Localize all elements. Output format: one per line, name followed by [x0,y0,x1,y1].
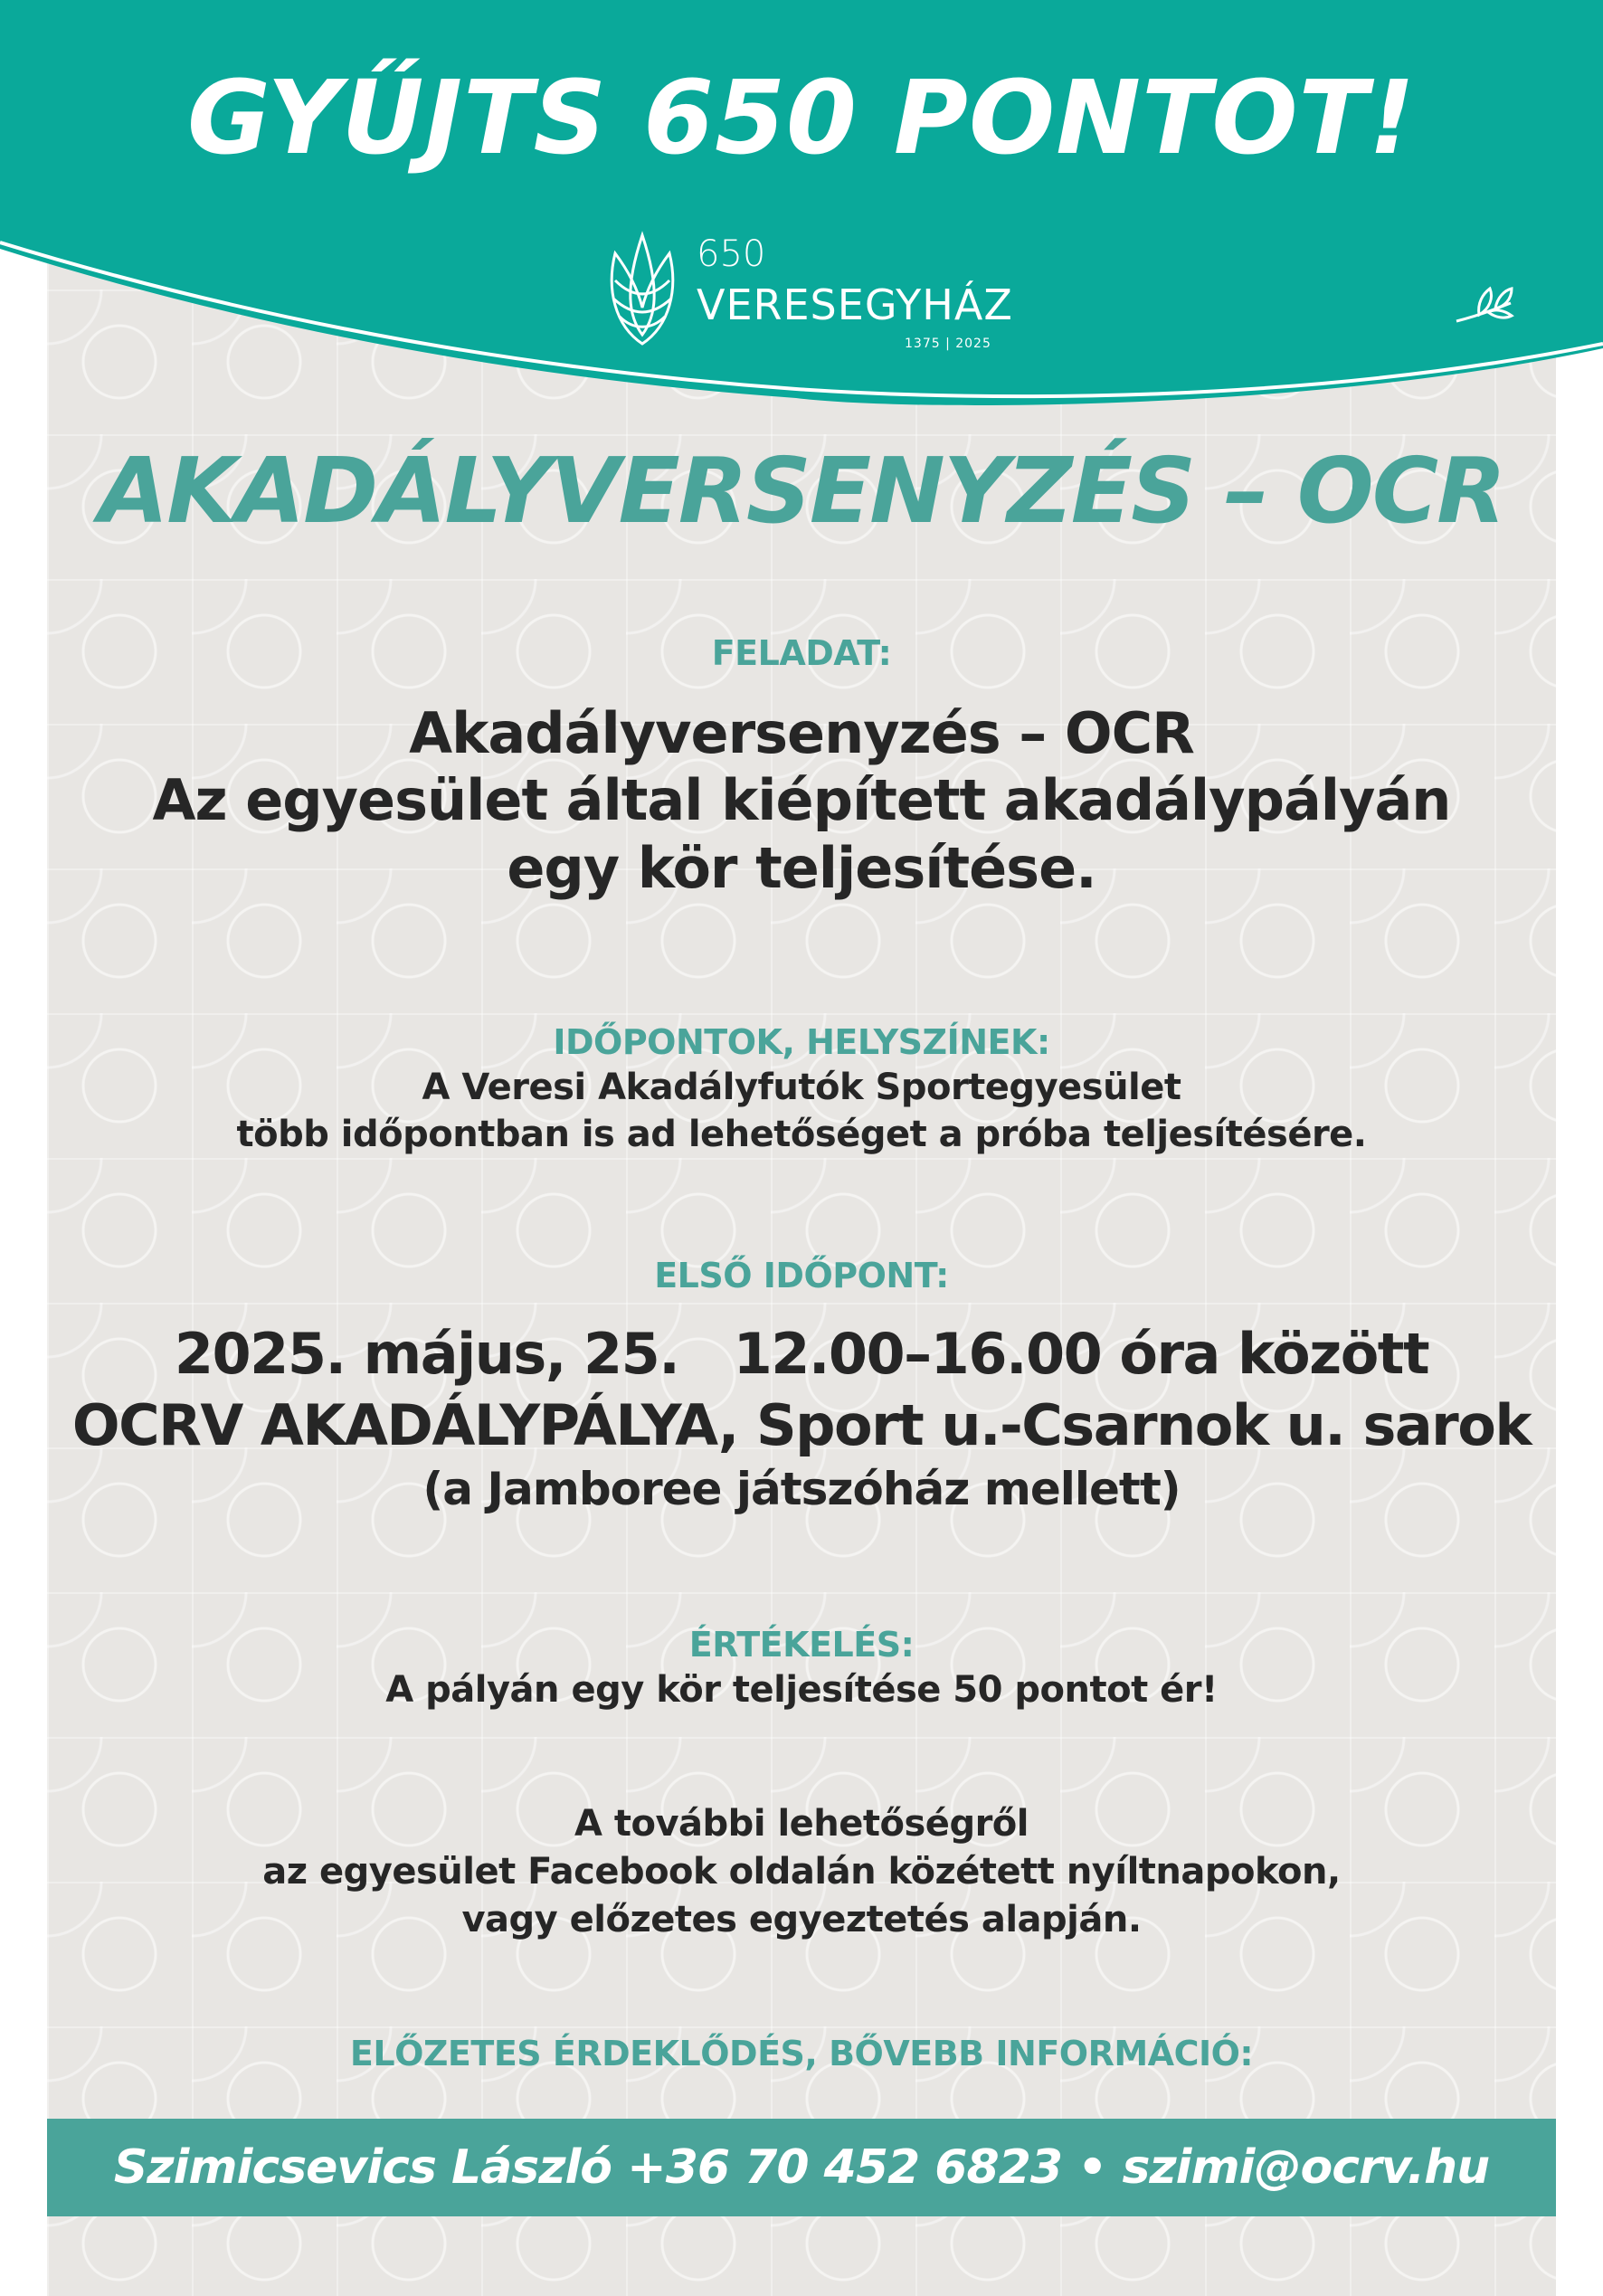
contact-label: ELŐZETES ÉRDEKLŐDÉS, BŐVEBB INFORMÁCIÓ: [349,2034,1254,2073]
first-date-details [47,1318,1556,1516]
leaf-sprig-icon [1452,276,1515,330]
task-description [47,700,1556,902]
logo-name: VERESEGYHÁZ [697,280,1013,329]
task-line: Akadályversenyzés – OCR [409,700,1194,766]
contact-bar [47,2119,1556,2216]
first-date-section [47,1256,1556,1297]
task-line: Az egyesület által kiépített akadálypályán [152,767,1451,834]
venue-line: OCRV AKADÁLYPÁLYA, Sport u.-Csarnok u. sarok [71,1392,1532,1459]
schedule-line: A Veresi Akadályfutók Sportegyesület [422,1066,1181,1108]
schedule-line: több időpontban is ad lehetőséget a próba teljesítésére. [236,1114,1367,1156]
main-title: AKADÁLYVERSENYZÉS – OCR [98,438,1505,544]
schedule-label: IDŐPONTOK, HELYSZÍNEK: [553,1022,1050,1062]
further-section [47,1800,1556,1943]
first-date-label: ELSŐ IDŐPONT: [654,1256,949,1295]
evaluation-section [47,1625,1556,1713]
tulip-icon [597,226,688,353]
task-section [47,633,1556,675]
evaluation-line: A pályán egy kör teljesítése 50 pontot ér! [385,1668,1218,1711]
further-line: vagy előzetes egyeztetés alapján. [461,1898,1142,1940]
contact-section [47,2034,1556,2075]
venue-note: (a Jamboree játszóház mellett) [422,1462,1181,1515]
contact-line: Szimicsevics László +36 70 452 6823 • szimi@ocrv.hu [113,2140,1490,2195]
task-line: egy kör teljesítése. [507,834,1096,901]
schedule-section [47,1022,1556,1159]
task-label: FELADAT: [711,633,892,673]
further-line: az egyesület Facebook oldalán közétett nyíltnapokon, [262,1850,1341,1893]
veresegyhaz-logo [597,226,1013,362]
logo-years: 1375 | 2025 [905,337,991,351]
logo-number: 650 [697,233,766,275]
evaluation-label: ÉRTÉKELÉS: [688,1625,915,1665]
header-title: GYŰJTS 650 PONTOT! [186,60,1417,177]
further-line: A további lehetőségről [574,1803,1029,1845]
date-line: 2025. május, 25. 12.00–16.00 óra között [174,1321,1429,1387]
